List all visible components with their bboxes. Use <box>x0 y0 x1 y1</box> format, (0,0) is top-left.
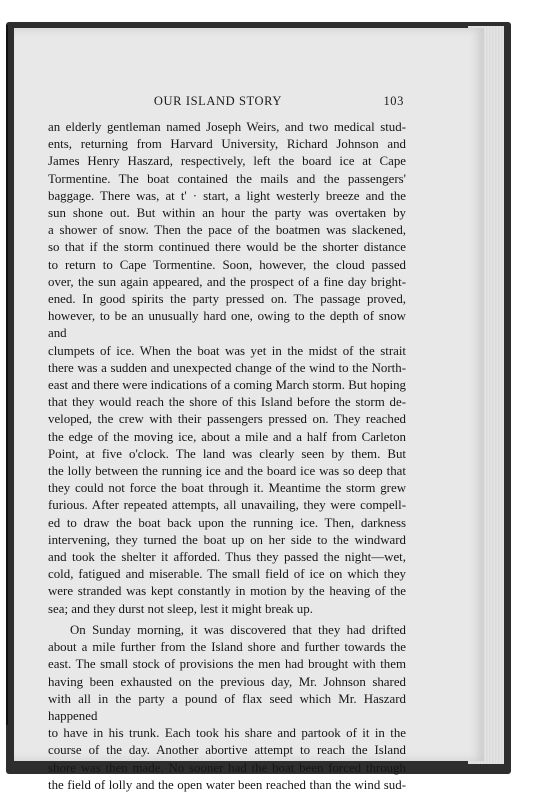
text-line: ened. In good spirits the party pressed on. The passage proved, <box>48 292 406 307</box>
text-line: shore was then made. No sooner had the boat been forced through <box>48 760 406 775</box>
text-line: Tormentine. The boat contained the mails and the passengers' <box>48 171 406 186</box>
text-line: over, the sun again appeared, and the prospect of a fine day bright- <box>48 274 406 289</box>
text-line: sea; and they durst not sleep, lest it might break up. <box>48 601 313 616</box>
text-line: clumpets of ice. When the boat was yet in the midst of the strait <box>48 343 406 358</box>
text-line: intervening, they turned the boat up on her side to the windward <box>48 532 406 547</box>
text-line: the edge of the moving ice, about a mile and a half from Carleton <box>48 429 406 444</box>
text-line: with all in the party a pound of flax seed which Mr. Haszard happened <box>48 691 406 723</box>
text-line: there was a sudden and unexpected change of the wind to the North- <box>48 360 406 375</box>
text-line: an elderly gentleman named Joseph Weirs, and two medical stud- <box>48 120 406 134</box>
text-line: furious. After repeated attempts, all unavailing, they were compell- <box>48 498 406 513</box>
text-line: the field of lolly and the open water been reached than the wind sud- <box>48 777 406 792</box>
text-line: ents, returning from Harvard University, Richard Johnson and <box>48 137 406 152</box>
page-header <box>32 94 404 110</box>
text-line: cold, fatigued and miserable. The small field of ice on which they <box>48 567 406 582</box>
text-line: they could not force the boat through it. Meantime the storm grew <box>48 481 406 496</box>
text-line: the lolly between the running ice and the board ice was so deep that <box>48 464 406 479</box>
text-line: however, to be an unusually hard one, owing to the depth of snow and <box>48 309 406 341</box>
text-line: Point, at five o'clock. The land was clearly seen by them. But <box>48 446 406 461</box>
text-line: that they would reach the shore of this Island before the storm de- <box>48 395 406 410</box>
text-line: baggage. There was, at t' · start, a light westerly breeze and the <box>48 188 406 203</box>
text-line: ed to draw the boat back upon the running ice. Then, darkness <box>48 515 406 530</box>
text-line: having been exhausted on the previous day, Mr. Johnson shared <box>48 674 406 689</box>
page-number: 103 <box>383 94 404 108</box>
text-line: were stranded was kept constantly in motion by the heaving of the <box>48 584 406 599</box>
text-line: sun shone out. But within an hour the party was overtaken by <box>48 206 406 221</box>
text-line: so that if the storm continued there would be the shorter distance <box>48 240 406 255</box>
text-line: to have in his trunk. Each took his share and partook of it in the <box>48 726 406 741</box>
text-line: about a mile further from the Island shore and further towards the <box>48 640 406 655</box>
text-line: James Henry Haszard, respectively, left the board ice at Cape <box>48 154 406 169</box>
running-title: OUR ISLAND STORY <box>153 94 283 108</box>
text-line: a shower of snow. Then the pace of the boatmen was slackened, <box>48 223 406 238</box>
text-line: On Sunday morning, it was discovered that they had drifted <box>70 622 406 637</box>
text-line: and took the shelter it afforded. Thus they passed the night—wet, <box>48 550 406 565</box>
text-line: east. The small stock of provisions the men had brought with them <box>48 657 406 672</box>
text-line: course of the day. Another abortive attempt to reach the Island <box>48 743 406 758</box>
body-text <box>48 119 406 794</box>
text-line: veloped, the crew with their passengers pressed on. They reached <box>48 412 406 427</box>
text-line: to return to Cape Tormentine. Soon, however, the cloud passed <box>48 257 406 272</box>
text-line: east and there were indications of a coming March storm. But hoping <box>48 378 406 393</box>
gutter-line <box>6 25 8 725</box>
